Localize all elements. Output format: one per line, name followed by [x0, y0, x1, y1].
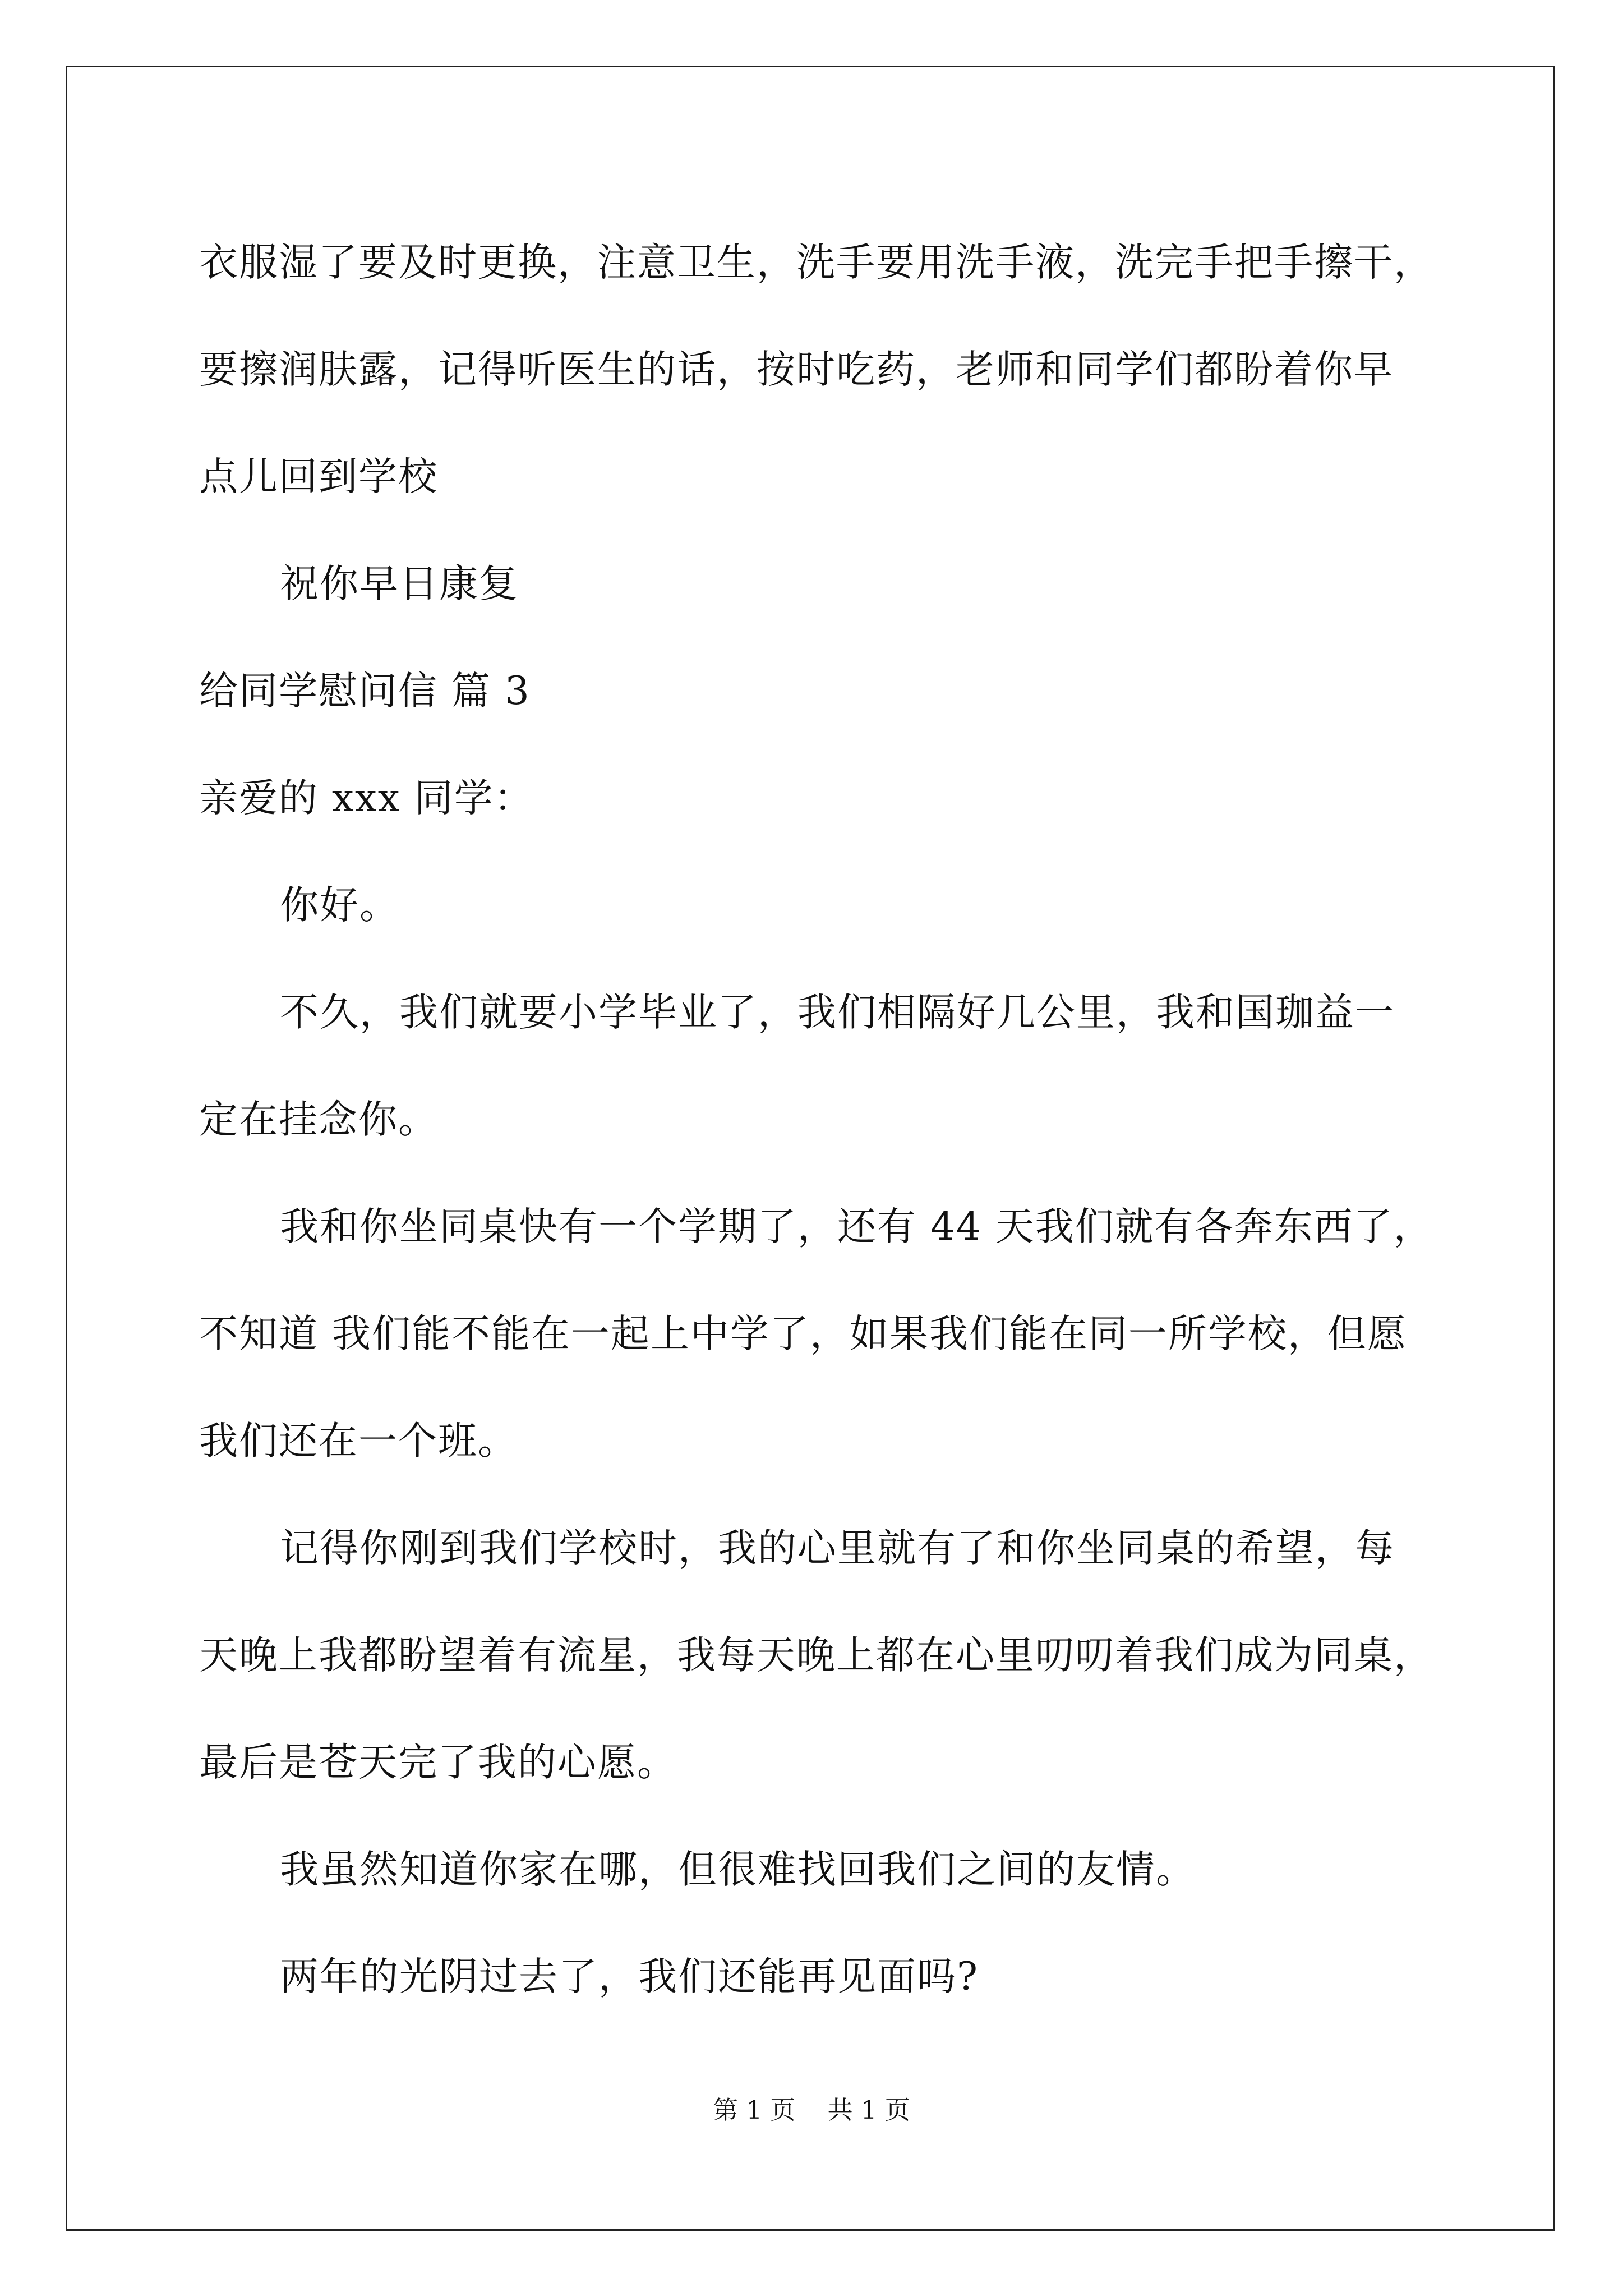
salutation: 亲爱的 xxx 同学： — [199, 776, 534, 821]
body-line: 衣服湿了要及时更换，注意卫生，洗手要用洗手液，洗完手把手擦干， — [199, 240, 1433, 285]
section-heading: 给同学慰问信 篇 3 — [199, 669, 531, 714]
body-line: 定在挂念你。 — [199, 1097, 438, 1142]
body-line: 最后是苍天完了我的心愿。 — [199, 1740, 677, 1785]
body-line: 我和你坐同桌快有一个学期了，还有 44 天我们就有各奔东西了， — [280, 1204, 1433, 1249]
body-line: 两年的光阴过去了，我们还能再见面吗? — [280, 1954, 979, 1999]
greeting: 你好。 — [280, 883, 399, 928]
body-line: 天晚上我都盼望着有流星，我每天晚上都在心里叨叨着我们成为同桌， — [199, 1633, 1433, 1678]
body-line: 不久，我们就要小学毕业了，我们相隔好几公里，我和国珈益一 — [280, 990, 1395, 1035]
document-body — [199, 209, 1461, 2031]
body-line: 要擦润肤露，记得听医生的话，按时吃药，老师和同学们都盼着你早 — [199, 347, 1394, 392]
page-footer: 第 1 页 共 1 页 — [713, 2095, 910, 2125]
body-line: 不知道 我们能不能在一起上中学了，如果我们能在同一所学校，但愿 — [199, 1312, 1407, 1356]
body-line: 我虽然知道你家在哪，但很难找回我们之间的友情。 — [280, 1847, 1196, 1892]
body-line: 点儿回到学校 — [199, 454, 438, 499]
closing-wish: 祝你早日康复 — [280, 562, 519, 606]
body-line: 我们还在一个班。 — [199, 1419, 518, 1464]
body-line: 记得你刚到我们学校时，我的心里就有了和你坐同桌的希望，每 — [280, 1526, 1395, 1571]
